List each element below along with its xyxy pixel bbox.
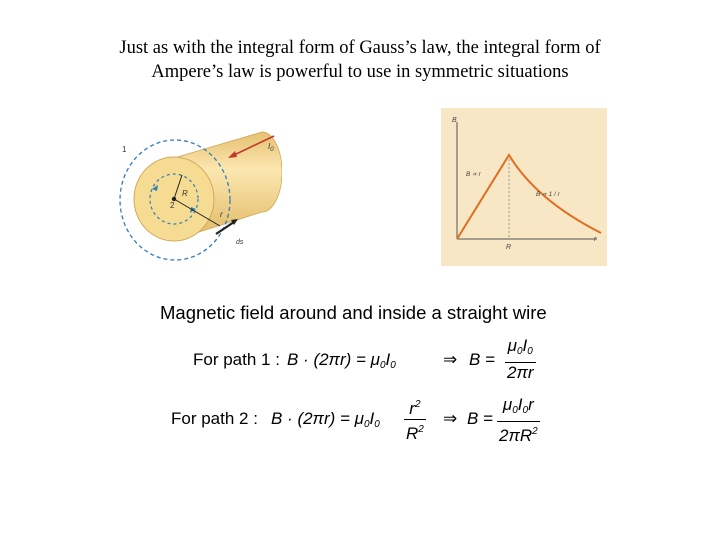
eq2-implies: ⇒ — [443, 409, 458, 428]
eq1-implies: ⇒ — [443, 350, 458, 369]
figure-caption: Magnetic field around and inside a straight wire — [160, 302, 547, 323]
eq1-fraction: $\mu_0I_0$ 2πr — [507, 336, 534, 382]
wire-cylinder-figure — [112, 122, 282, 272]
eq2-ratio-fraction: $r^2$ $R^2$ — [406, 399, 424, 443]
current-label: I — [268, 142, 271, 151]
graph-background — [441, 108, 607, 266]
eq2-fraction: $\mu_0I_0r$ $2\pi R^2$ — [499, 395, 538, 445]
x-axis-label: r — [594, 236, 597, 243]
eq1-prefix: For path 1 : — [193, 350, 280, 369]
path-2-label: 2 — [170, 201, 175, 210]
title-line-1: Just as with the integral form of Gauss’s law, the integral form of — [119, 38, 601, 58]
R-label: R — [182, 189, 188, 198]
ds-label: ds — [236, 239, 244, 246]
eq2-prefix: For path 2 : — [171, 409, 258, 428]
current-sub: 0 — [270, 147, 274, 153]
equation-path-1 — [193, 336, 553, 396]
eq1-B: B = — [469, 350, 495, 369]
y-axis-label: B — [452, 117, 457, 124]
title-line-2: Ampere’s law is powerful to use in symmetric situations — [151, 62, 569, 82]
inside-label: B ∝ r — [466, 171, 481, 178]
outside-label: B ∝ 1 / r — [536, 191, 560, 198]
tick-R: R — [506, 244, 512, 251]
eq1-lhs: $B \cdot (2\pi r) = \mu_0I_0$ — [287, 350, 396, 371]
slide-title — [60, 36, 660, 84]
eq2-B: B = — [467, 409, 493, 428]
r-label: r — [220, 210, 223, 219]
path-1-label: 1 — [122, 145, 127, 154]
eq2-lhs: $B \cdot (2\pi r) = \mu_0I_0$ — [271, 409, 380, 430]
equation-path-2 — [171, 393, 571, 453]
field-vs-radius-graph — [441, 108, 607, 266]
